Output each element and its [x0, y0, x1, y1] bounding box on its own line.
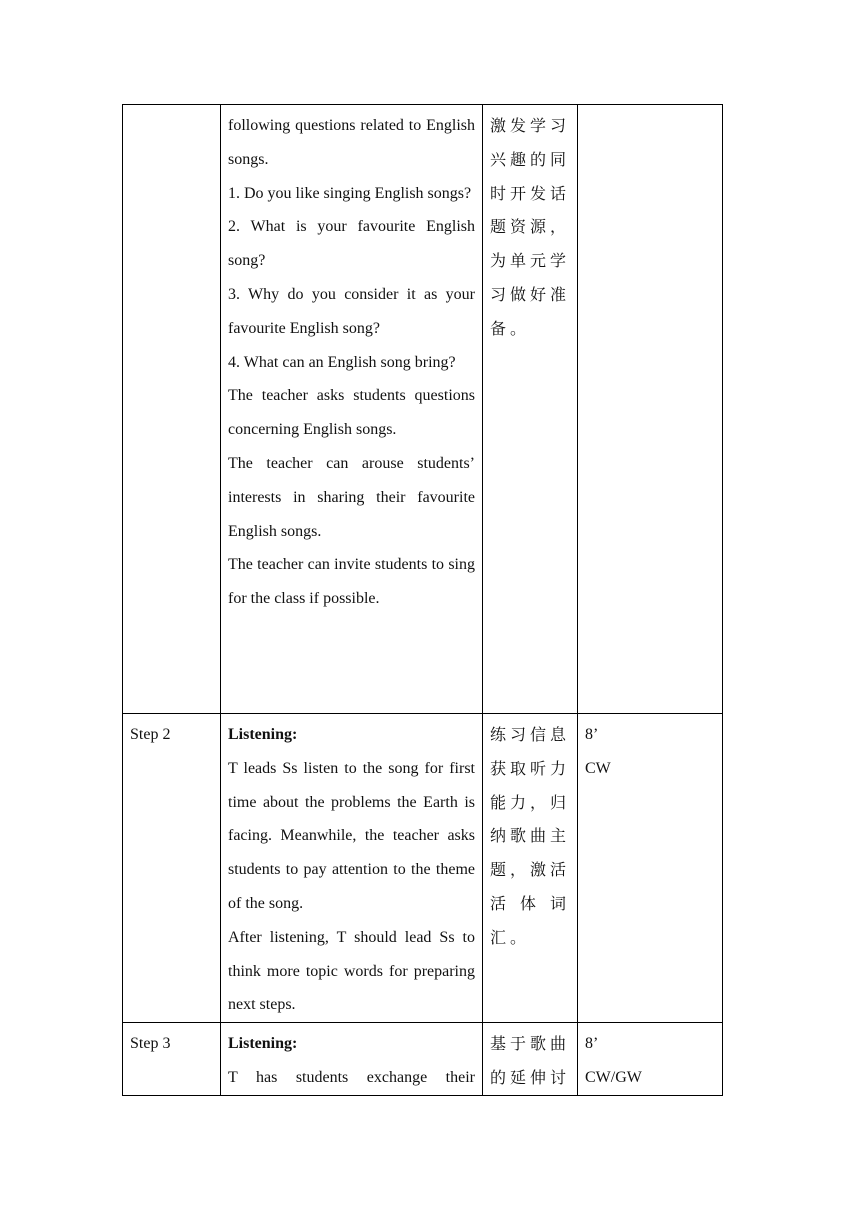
procedure-paragraph: 1. Do you like singing English songs? — [228, 184, 472, 202]
procedure-paragraph: 4. What can an English song bring? — [228, 353, 456, 371]
procedure-cell — [221, 714, 483, 1023]
procedure-paragraph: T leads Ss listen to the song for first time about the problems the Earth is facing. Meanwhile, the teacher asks students to pay attention to the theme of the song. — [228, 759, 475, 912]
step-cell: Step 2 — [123, 714, 221, 1023]
table-row — [123, 105, 723, 714]
procedure-heading: Listening: — [228, 1035, 298, 1053]
purpose-text: 激发学习兴趣的同时开发话题资源，为单元学习做好准备。 — [490, 116, 571, 338]
procedure-paragraph: The teacher asks students questions concerning English songs. — [228, 387, 475, 439]
table-row — [123, 1023, 723, 1096]
time-mode-cell — [578, 714, 723, 1023]
step-cell: Step 3 — [123, 1023, 221, 1096]
procedure-paragraph: 3. Why do you consider it as your favourite English song? — [228, 285, 475, 337]
procedure-cell — [221, 105, 483, 714]
time-mode-cell — [578, 105, 723, 714]
procedure-cell — [221, 1023, 483, 1096]
procedure-heading: Listening: — [228, 726, 298, 743]
procedure-paragraph: 2. What is your favourite English song? — [228, 218, 475, 270]
mode-value: CW — [585, 759, 611, 777]
time-mode-cell — [578, 1023, 723, 1096]
time-value: 8’ — [585, 1035, 599, 1053]
purpose-text: 练习信息获取听力能力，归纳歌曲主题，激活活体词汇。 — [490, 725, 571, 947]
procedure-paragraph: After listening, T should lead Ss to think more topic words for preparing next steps. — [228, 928, 475, 1014]
procedure-paragraph: The teacher can arouse students’ interests in sharing their favourite English songs. — [228, 454, 475, 540]
procedure-paragraph: T has students exchange their — [228, 1068, 475, 1086]
step-cell — [123, 105, 221, 714]
lesson-plan-table — [122, 104, 723, 1096]
purpose-cell — [483, 105, 578, 714]
purpose-cell — [483, 714, 578, 1023]
purpose-cell — [483, 1023, 578, 1096]
purpose-text: 基于歌曲的延伸讨 — [490, 1034, 571, 1087]
time-value: 8’ — [585, 726, 599, 743]
mode-value: CW/GW — [585, 1068, 642, 1086]
table-row — [123, 714, 723, 1023]
procedure-paragraph: The teacher can invite students to sing for the class if possible. — [228, 556, 475, 608]
procedure-paragraph: following questions related to English songs. — [228, 117, 475, 168]
